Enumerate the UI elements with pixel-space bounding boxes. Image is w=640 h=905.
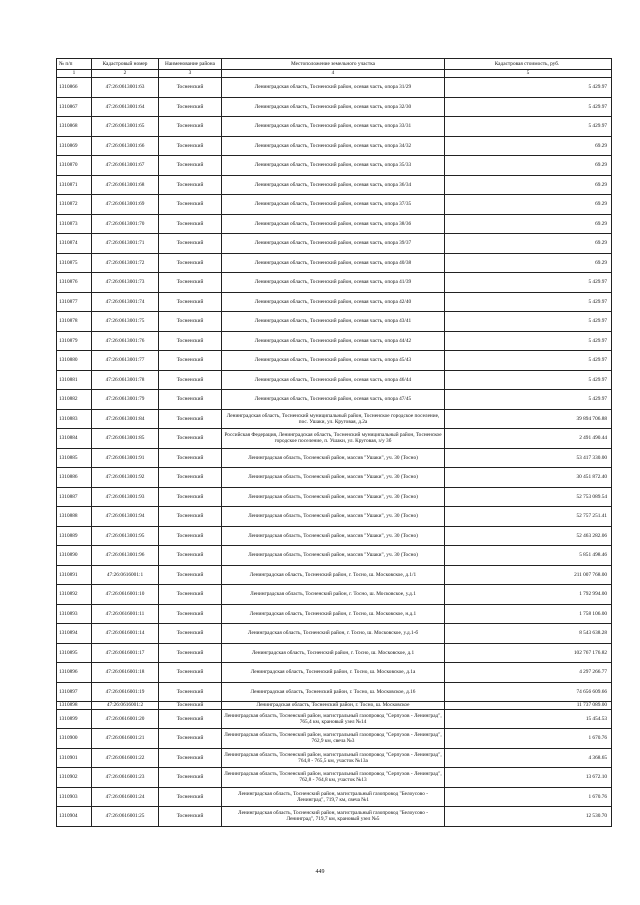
table-body xyxy=(57,78,612,827)
row-number: 1310879 xyxy=(57,331,92,351)
plot-location: Ленинградская область, Тосненский район, магистральный газопровод "Серпухов - Ленинград", 762,8 - 764,8 км, участок №13 xyxy=(222,768,445,788)
row-number: 1310886 xyxy=(57,468,92,488)
header-number: № п/п xyxy=(57,59,92,70)
cadastral-number: 47:26:0616001:21 xyxy=(92,729,159,749)
cadastral-value-table xyxy=(56,58,612,827)
district-name: Тосненский xyxy=(159,748,222,768)
row-number: 1310869 xyxy=(57,136,92,156)
cadastral-value: 5 429.97 xyxy=(445,351,612,371)
column-number-row xyxy=(57,70,612,78)
table-row xyxy=(57,702,612,710)
table-row xyxy=(57,409,612,429)
cadastral-number: 47:26:0616001:23 xyxy=(92,768,159,788)
table-row xyxy=(57,390,612,410)
column-number: 2 xyxy=(92,70,159,78)
cadastral-value: 69.29 xyxy=(445,175,612,195)
table-row xyxy=(57,214,612,234)
table-row xyxy=(57,468,612,488)
header-location: Местоположение земельного участка xyxy=(222,59,445,70)
cadastral-value: 30 451 872.40 xyxy=(445,468,612,488)
district-name: Тосненский xyxy=(159,682,222,702)
plot-location: Ленинградская область, Тосненский район, осевая часть, опора 46/44 xyxy=(222,370,445,390)
table-row xyxy=(57,624,612,644)
row-number: 1310891 xyxy=(57,565,92,585)
district-name: Тосненский xyxy=(159,429,222,449)
cadastral-number: 47:26:0613001:85 xyxy=(92,429,159,449)
plot-location: Российская Федерация, Ленинградская область, Тосненский муниципальный район, Тосненское городское поселение, п. Ушаки, ул. Круговая, з/у 3б xyxy=(222,429,445,449)
plot-location: Ленинградская область, Тосненский район, осевая часть, опора 44/42 xyxy=(222,331,445,351)
cadastral-number: 47:26:0616001:14 xyxy=(92,624,159,644)
plot-location: Ленинградская область, Тосненский район, массив "Ушаки", уч. 30 (Тосно) xyxy=(222,487,445,507)
table-row xyxy=(57,604,612,624)
column-number: 5 xyxy=(445,70,612,78)
cadastral-number: 47:26:0616001:17 xyxy=(92,643,159,663)
district-name: Тосненский xyxy=(159,351,222,371)
plot-location: Ленинградская область, Тосненский район, осевая часть, опора 43/41 xyxy=(222,312,445,332)
plot-location: Ленинградская область, Тосненский район, массив "Ушаки", уч. 30 (Тосно) xyxy=(222,526,445,546)
plot-location: Ленинградская область, Тосненский муниципальный район, Тосненское городское поселение, пос. Ушаки, ул. Круговая, д.2а xyxy=(222,409,445,429)
plot-location: Ленинградская область, Тосненский район, осевая часть, опора 35/33 xyxy=(222,156,445,176)
district-name: Тосненский xyxy=(159,390,222,410)
cadastral-value: 69.29 xyxy=(445,234,612,254)
plot-location: Ленинградская область, Тосненский район, осевая часть, опора 41/39 xyxy=(222,273,445,293)
table-row xyxy=(57,156,612,176)
plot-location: Ленинградская область, Тосненский район, осевая часть, опора 40/38 xyxy=(222,253,445,273)
plot-location: Ленинградская область, Тосненский район, г. Тосно, ш. Московское, у.д.1-б xyxy=(222,624,445,644)
cadastral-number: 47:26:0616001:18 xyxy=(92,663,159,683)
plot-location: Ленинградская область, Тосненский район, магистральный газопровод "Белоусово - Ленинград", 719,7 км, свеча №1 xyxy=(222,787,445,807)
cadastral-number: 47:26:0613001:68 xyxy=(92,175,159,195)
cadastral-value: 1 670.76 xyxy=(445,787,612,807)
row-number: 1310901 xyxy=(57,748,92,768)
plot-location: Ленинградская область, Тосненский район, массив "Ушаки", уч. 30 (Тосно) xyxy=(222,448,445,468)
row-number: 1310880 xyxy=(57,351,92,371)
cadastral-value: 53 417 330.00 xyxy=(445,448,612,468)
row-number: 1310902 xyxy=(57,768,92,788)
table-row xyxy=(57,526,612,546)
column-number: 4 xyxy=(222,70,445,78)
row-number: 1310883 xyxy=(57,409,92,429)
row-number: 1310888 xyxy=(57,507,92,527)
district-name: Тосненский xyxy=(159,331,222,351)
plot-location: Ленинградская область, Тосненский район, г. Тосно, ш. Московское, д.1 xyxy=(222,643,445,663)
cadastral-number: 47:26:0613001:78 xyxy=(92,370,159,390)
row-number: 1310877 xyxy=(57,292,92,312)
cadastral-number: 47:26:0616001:11 xyxy=(92,604,159,624)
row-number: 1310876 xyxy=(57,273,92,293)
plot-location: Ленинградская область, Тосненский район, магистральный газопровод "Серпухов - Ленинград", 765,4 км, крановый узел №14 xyxy=(222,709,445,729)
cadastral-number: 47:26:0616001:1 xyxy=(92,565,159,585)
plot-location: Ленинградская область, Тосненский район, осевая часть, опора 36/34 xyxy=(222,175,445,195)
cadastral-value: 5 429.97 xyxy=(445,312,612,332)
row-number: 1310889 xyxy=(57,526,92,546)
cadastral-value: 102 767 176.82 xyxy=(445,643,612,663)
row-number: 1310895 xyxy=(57,643,92,663)
table-row xyxy=(57,748,612,768)
cadastral-number: 47:26:0613001:66 xyxy=(92,136,159,156)
cadastral-value: 211 007 768.00 xyxy=(445,565,612,585)
table-row xyxy=(57,682,612,702)
cadastral-value: 74 656 609.66 xyxy=(445,682,612,702)
row-number: 1310892 xyxy=(57,585,92,605)
plot-location: Ленинградская область, Тосненский район, магистральный газопровод "Серпухов - Ленинград", 762,9 км, свеча №3 xyxy=(222,729,445,749)
table-row xyxy=(57,370,612,390)
district-name: Тосненский xyxy=(159,292,222,312)
cadastral-number: 47:26:0613001:71 xyxy=(92,234,159,254)
cadastral-value: 69.29 xyxy=(445,195,612,215)
district-name: Тосненский xyxy=(159,136,222,156)
table-row xyxy=(57,78,612,98)
row-number: 1310884 xyxy=(57,429,92,449)
row-number: 1310871 xyxy=(57,175,92,195)
row-number: 1310904 xyxy=(57,807,92,827)
cadastral-number: 47:26:0613001:84 xyxy=(92,409,159,429)
row-number: 1310898 xyxy=(57,702,92,710)
table-row xyxy=(57,117,612,137)
plot-location: Ленинградская область, Тосненский район, осевая часть, опора 32/30 xyxy=(222,97,445,117)
cadastral-value: 4 297 266.77 xyxy=(445,663,612,683)
district-name: Тосненский xyxy=(159,253,222,273)
plot-location: Ленинградская область, Тосненский район, массив "Ушаки", уч. 30 (Тосно) xyxy=(222,507,445,527)
district-name: Тосненский xyxy=(159,97,222,117)
header-district: Наименование района xyxy=(159,59,222,70)
cadastral-number: 47:26:0613001:70 xyxy=(92,214,159,234)
district-name: Тосненский xyxy=(159,175,222,195)
table-row xyxy=(57,487,612,507)
cadastral-number: 47:26:0613001:65 xyxy=(92,117,159,137)
plot-location: Ленинградская область, Тосненский район, осевая часть, опора 31/29 xyxy=(222,78,445,98)
table-row xyxy=(57,729,612,749)
table-row xyxy=(57,136,612,156)
row-number: 1310893 xyxy=(57,604,92,624)
table-row xyxy=(57,709,612,729)
district-name: Тосненский xyxy=(159,78,222,98)
table-row xyxy=(57,195,612,215)
row-number: 1310867 xyxy=(57,97,92,117)
column-number: 1 xyxy=(57,70,92,78)
row-number: 1310903 xyxy=(57,787,92,807)
row-number: 1310896 xyxy=(57,663,92,683)
cadastral-number: 47:26:0613001:73 xyxy=(92,273,159,293)
district-name: Тосненский xyxy=(159,526,222,546)
cadastral-value: 5 851 498.46 xyxy=(445,546,612,566)
district-name: Тосненский xyxy=(159,468,222,488)
table-row xyxy=(57,643,612,663)
district-name: Тосненский xyxy=(159,370,222,390)
district-name: Тосненский xyxy=(159,585,222,605)
row-number: 1310887 xyxy=(57,487,92,507)
row-number: 1310899 xyxy=(57,709,92,729)
cadastral-value: 5 429.97 xyxy=(445,292,612,312)
district-name: Тосненский xyxy=(159,624,222,644)
cadastral-value: 5 429.97 xyxy=(445,370,612,390)
district-name: Тосненский xyxy=(159,807,222,827)
plot-location: Ленинградская область, Тосненский район, г. Тосно, ш. Московское, д.1а xyxy=(222,663,445,683)
table-row xyxy=(57,234,612,254)
cadastral-value: 5 429.97 xyxy=(445,78,612,98)
row-number: 1310870 xyxy=(57,156,92,176)
cadastral-number: 47:26:0616001:22 xyxy=(92,748,159,768)
district-name: Тосненский xyxy=(159,195,222,215)
cadastral-number: 47:26:0613001:69 xyxy=(92,195,159,215)
row-number: 1310874 xyxy=(57,234,92,254)
cadastral-number: 47:26:0613001:72 xyxy=(92,253,159,273)
cadastral-number: 47:26:0616001:20 xyxy=(92,709,159,729)
district-name: Тосненский xyxy=(159,273,222,293)
cadastral-number: 47:26:0613001:96 xyxy=(92,546,159,566)
plot-location: Ленинградская область, Тосненский район, магистральный газопровод "Белоусово - Ленинград", 719,7 км, крановый узел №5 xyxy=(222,807,445,827)
cadastral-value: 4 368.65 xyxy=(445,748,612,768)
cadastral-value: 69.29 xyxy=(445,156,612,176)
district-name: Тосненский xyxy=(159,663,222,683)
table-row xyxy=(57,292,612,312)
table-row xyxy=(57,787,612,807)
cadastral-value: 2 491 490.44 xyxy=(445,429,612,449)
cadastral-value: 5 429.97 xyxy=(445,97,612,117)
cadastral-number: 47:26:0616001:2 xyxy=(92,702,159,710)
table-row xyxy=(57,429,612,449)
plot-location: Ленинградская область, Тосненский район, осевая часть, опора 39/37 xyxy=(222,234,445,254)
row-number: 1310881 xyxy=(57,370,92,390)
plot-location: Ленинградская область, Тосненский район, массив "Ушаки", уч. 30 (Тосно) xyxy=(222,546,445,566)
plot-location: Ленинградская область, Тосненский район, осевая часть, опора 34/32 xyxy=(222,136,445,156)
cadastral-value: 52 463 282.06 xyxy=(445,526,612,546)
cadastral-number: 47:26:0613001:79 xyxy=(92,390,159,410)
district-name: Тосненский xyxy=(159,448,222,468)
plot-location: Ленинградская область, Тосненский район, г. Тосно, ш. Московское, у.д.1 xyxy=(222,585,445,605)
cadastral-number: 47:26:0613001:76 xyxy=(92,331,159,351)
row-number: 1310878 xyxy=(57,312,92,332)
plot-location: Ленинградская область, Тосненский район, осевая часть, опора 33/31 xyxy=(222,117,445,137)
row-number: 1310890 xyxy=(57,546,92,566)
table-row xyxy=(57,546,612,566)
page-number: 449 xyxy=(315,869,325,875)
table-header-row xyxy=(57,59,612,70)
table-row xyxy=(57,807,612,827)
row-number: 1310875 xyxy=(57,253,92,273)
plot-location: Ленинградская область, Тосненский район, осевая часть, опора 42/40 xyxy=(222,292,445,312)
cadastral-value: 52 753 089.54 xyxy=(445,487,612,507)
plot-location: Ленинградская область, Тосненский район, г. Тосно, ш. Московское, н.д.1 xyxy=(222,604,445,624)
district-name: Тосненский xyxy=(159,702,222,710)
row-number: 1310900 xyxy=(57,729,92,749)
cadastral-number: 47:26:0613001:91 xyxy=(92,448,159,468)
cadastral-number: 47:26:0616001:24 xyxy=(92,787,159,807)
cadastral-value: 39 894 706.88 xyxy=(445,409,612,429)
cadastral-number: 47:26:0613001:63 xyxy=(92,78,159,98)
cadastral-value: 12 530.70 xyxy=(445,807,612,827)
district-name: Тосненский xyxy=(159,709,222,729)
plot-location: Ленинградская область, Тосненский район, осевая часть, опора 45/43 xyxy=(222,351,445,371)
cadastral-value: 13 672.10 xyxy=(445,768,612,788)
header-cadastral-value: Кадастровая стоимость, руб. xyxy=(445,59,612,70)
row-number: 1310866 xyxy=(57,78,92,98)
district-name: Тосненский xyxy=(159,409,222,429)
cadastral-value: 11 737 089.00 xyxy=(445,702,612,710)
table-row xyxy=(57,97,612,117)
plot-location: Ленинградская область, Тосненский район, осевая часть, опора 37/35 xyxy=(222,195,445,215)
cadastral-value: 69.29 xyxy=(445,214,612,234)
plot-location: Ленинградская область, Тосненский район, г. Тосно, ш. Московское xyxy=(222,702,445,710)
table-row xyxy=(57,585,612,605)
district-name: Тосненский xyxy=(159,729,222,749)
cadastral-number: 47:26:0613001:93 xyxy=(92,487,159,507)
plot-location: Ленинградская область, Тосненский район, магистральный газопровод "Серпухов - Ленинград", 764,8 - 765,5 км, участок №13а xyxy=(222,748,445,768)
plot-location: Ленинградская область, Тосненский район, осевая часть, опора 47/45 xyxy=(222,390,445,410)
row-number: 1310885 xyxy=(57,448,92,468)
district-name: Тосненский xyxy=(159,507,222,527)
district-name: Тосненский xyxy=(159,487,222,507)
cadastral-number: 47:26:0613001:92 xyxy=(92,468,159,488)
row-number: 1310882 xyxy=(57,390,92,410)
cadastral-number: 47:26:0616001:10 xyxy=(92,585,159,605)
table-row xyxy=(57,768,612,788)
cadastral-value: 5 429.97 xyxy=(445,117,612,137)
district-name: Тосненский xyxy=(159,214,222,234)
table-row xyxy=(57,351,612,371)
table-row xyxy=(57,312,612,332)
cadastral-number: 47:26:0613001:94 xyxy=(92,507,159,527)
district-name: Тосненский xyxy=(159,604,222,624)
header-cadastral-number: Кадастровый номер xyxy=(92,59,159,70)
plot-location: Ленинградская область, Тосненский район, осевая часть, опора 38/36 xyxy=(222,214,445,234)
row-number: 1310872 xyxy=(57,195,92,215)
row-number: 1310868 xyxy=(57,117,92,137)
cadastral-value: 8 543 638.28 xyxy=(445,624,612,644)
cadastral-number: 47:26:0613001:77 xyxy=(92,351,159,371)
cadastral-value: 1 670.76 xyxy=(445,729,612,749)
table-row xyxy=(57,565,612,585)
district-name: Тосненский xyxy=(159,234,222,254)
cadastral-value: 69.29 xyxy=(445,253,612,273)
plot-location: Ленинградская область, Тосненский район, массив "Ушаки", уч. 30 (Тосно) xyxy=(222,468,445,488)
district-name: Тосненский xyxy=(159,768,222,788)
cadastral-number: 47:26:0613001:64 xyxy=(92,97,159,117)
cadastral-value: 69.29 xyxy=(445,136,612,156)
cadastral-value: 52 757 251.41 xyxy=(445,507,612,527)
row-number: 1310873 xyxy=(57,214,92,234)
cadastral-value: 5 429.97 xyxy=(445,331,612,351)
district-name: Тосненский xyxy=(159,643,222,663)
table-row xyxy=(57,331,612,351)
table-row xyxy=(57,507,612,527)
cadastral-number: 47:26:0616001:19 xyxy=(92,682,159,702)
row-number: 1310894 xyxy=(57,624,92,644)
table-row xyxy=(57,273,612,293)
cadastral-value: 1 792 994.00 xyxy=(445,585,612,605)
cadastral-number: 47:26:0613001:67 xyxy=(92,156,159,176)
cadastral-number: 47:26:0613001:74 xyxy=(92,292,159,312)
district-name: Тосненский xyxy=(159,156,222,176)
table-row xyxy=(57,175,612,195)
cadastral-number: 47:26:0616001:25 xyxy=(92,807,159,827)
table-row xyxy=(57,253,612,273)
cadastral-number: 47:26:0613001:75 xyxy=(92,312,159,332)
cadastral-number: 47:26:0613001:95 xyxy=(92,526,159,546)
cadastral-value: 1 758 106.00 xyxy=(445,604,612,624)
district-name: Тосненский xyxy=(159,787,222,807)
column-number: 3 xyxy=(159,70,222,78)
district-name: Тосненский xyxy=(159,546,222,566)
table-row xyxy=(57,448,612,468)
table-row xyxy=(57,663,612,683)
district-name: Тосненский xyxy=(159,312,222,332)
district-name: Тосненский xyxy=(159,565,222,585)
cadastral-value: 5 429.97 xyxy=(445,273,612,293)
plot-location: Ленинградская область, Тосненский район, г. Тосно, ш. Московское, д.1/1 xyxy=(222,565,445,585)
row-number: 1310897 xyxy=(57,682,92,702)
district-name: Тосненский xyxy=(159,117,222,137)
plot-location: Ленинградская область, Тосненский район, г. Тосно, ш. Московское, д.16 xyxy=(222,682,445,702)
cadastral-value: 15 454.53 xyxy=(445,709,612,729)
cadastral-value: 5 429.97 xyxy=(445,390,612,410)
